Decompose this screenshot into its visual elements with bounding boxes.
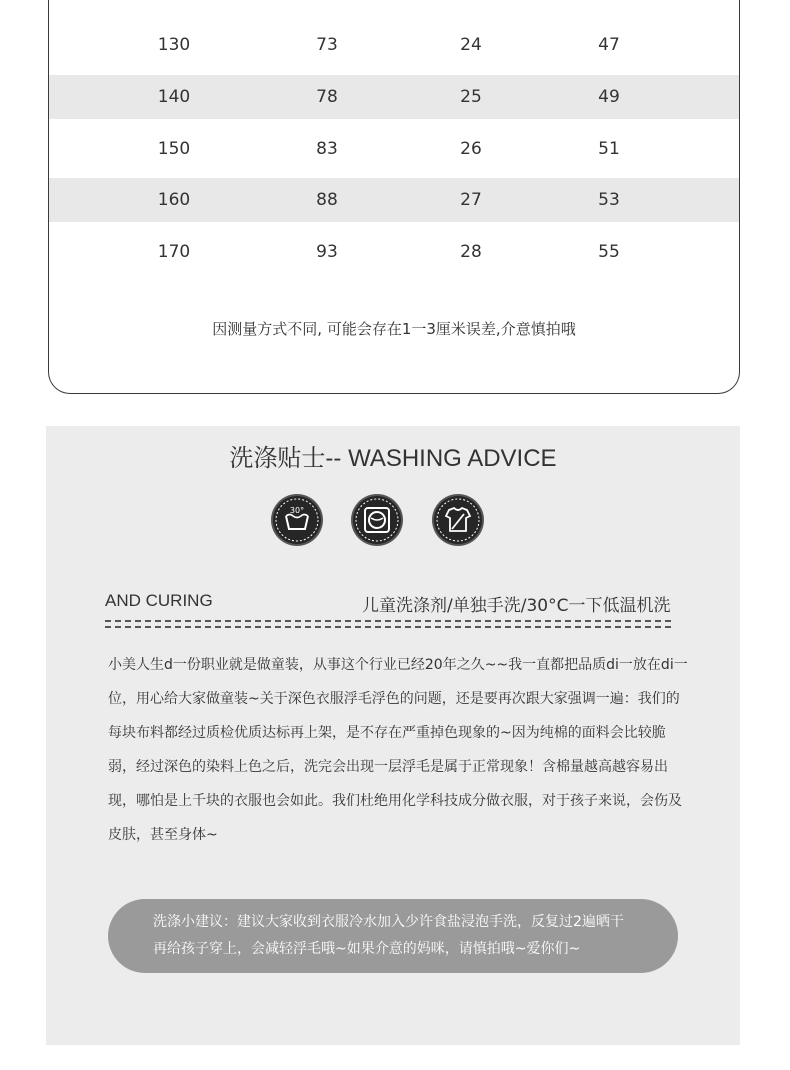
table-row (49, 75, 739, 119)
measurement-note: 因测量方式不同, 可能会存在1一3厘米误差,介意慎拍哦 (212, 320, 576, 338)
washing-advice-section (46, 426, 740, 1045)
table-cell: 51 (598, 139, 620, 159)
table-cell: 160 (157, 190, 191, 210)
hang-dry-shirt-icon (434, 496, 482, 544)
table-cell: 93 (316, 242, 338, 262)
care-instructions: 儿童洗涤剂/单独手洗/30°C一下低温机洗 (362, 596, 671, 616)
tumble-dry-icon (353, 496, 401, 544)
table-cell: 170 (157, 242, 191, 262)
table-cell: 28 (460, 242, 482, 262)
table-cell: 49 (598, 87, 620, 107)
table-row (49, 178, 739, 222)
table-cell: 55 (598, 242, 620, 262)
table-cell: 73 (316, 35, 338, 55)
table-row (49, 23, 739, 67)
washing-description: 小美人生d一份职业就是做童装，从事这个行业已经20年之久~~我一直都把品质di一放在di一位，用心给大家做童装~关于深色衣服浮毛浮色的问题，还是要再次跟大家强调一遍：我们的每块布料都经过质检优质达标再上架，是不存在严重掉色现象的~因为纯棉的面料会比较脆弱，经过深色的染料上色之后，洗完会出现一层浮毛是属于正常现象！含棉量越高越容易出现，哪怕是上千块的衣服也会如此。我们杜绝用化学科技成分做衣服，对于孩子来说，会伤及皮肤，甚至身体~ (108, 657, 688, 843)
table-row (49, 230, 739, 274)
washing-tip-pill (108, 899, 678, 973)
table-cell: 150 (157, 139, 191, 159)
section-title: 洗涤贴士-- WASHING ADVICE (229, 445, 557, 472)
washing-tip-text: 洗涤小建议：建议大家收到衣服冷水加入少许食盐浸泡手洗，反复过2遍晒干再给孩子穿上，会减轻浮毛哦~如果介意的妈咪，请慎拍哦~爱你们~ (153, 914, 624, 957)
table-cell: 88 (316, 190, 338, 210)
table-cell: 140 (157, 87, 191, 107)
table-cell: 27 (460, 190, 482, 210)
table-cell: 26 (460, 139, 482, 159)
table-cell: 78 (316, 87, 338, 107)
care-label-left: AND CURING (105, 591, 213, 610)
table-cell: 25 (460, 87, 482, 107)
table-row (49, 127, 739, 171)
wash-30-icon (273, 496, 321, 544)
dashed-divider (105, 620, 671, 628)
table-cell: 24 (460, 35, 482, 55)
table-cell: 83 (316, 139, 338, 159)
size-table-card (48, 0, 740, 394)
table-cell: 130 (157, 35, 191, 55)
table-cell: 53 (598, 190, 620, 210)
wash-temperature-label: 30° (289, 506, 305, 515)
table-cell: 47 (598, 35, 620, 55)
